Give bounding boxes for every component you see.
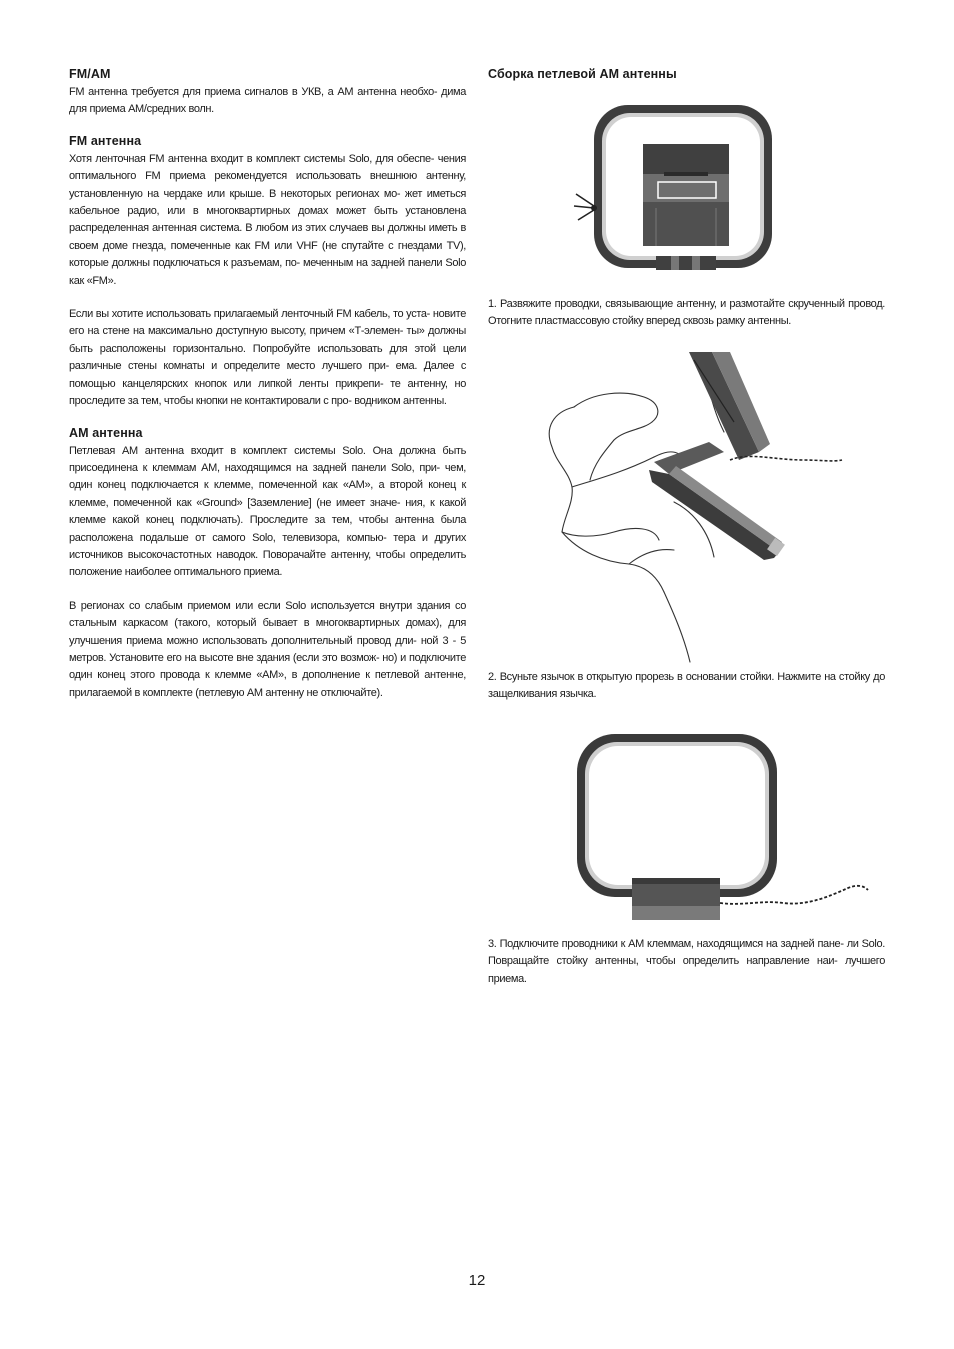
heading-fm-antenna: FM антенна	[69, 133, 142, 148]
left-column	[69, 66, 466, 702]
figure-loop-antenna-assembled	[568, 728, 873, 926]
paragraph-fm-antenna-1: Хотя ленточная FM антенна входит в комплект системы Solo, для обеспе- чения оптимального FM приема рекомендуется использовать внешнюю антенну, установленную на чердаке или крыше. В некоторых регионах мо- жет иметься кабельное радио, или в многоквартирных домах может быть установлена распределенная антенная система. В любом из этих случаев вы должны иметь в своем доме гнезда, помеченные как FM или VHF (не спутайте с гнездами TV), которые должны подключаться к разъемам, по- меченным на задней панели Solo как «FM».	[69, 152, 466, 287]
step-1-text: 1. Развяжите проводки, связывающие антенну, и размотайте скрученный провод. Отогните пластмассовую стойку вперед сквозь рамку антенны.	[488, 298, 885, 328]
figure-hand-inserting-stand	[534, 352, 844, 664]
step-3-text: 3. Подключите проводники к АМ клеммам, находящимся на задней пане- ли Solo. Повращайте стойку антенны, чтобы определить направление наи- лучшего приема.	[488, 938, 885, 985]
step-2-text: 2. Всуньте язычок в открытую прорезь в основании стойки. Нажмите на стойку до защелкивания язычка.	[488, 671, 885, 701]
paragraph-fm-antenna-2: Если вы хотите использовать прилагаемый ленточный FM кабель, то уста- новите его на стене на максимально доступную высоту, причем «Т-элемен- ты» должны быть расположены горизонтально. Попробуйте использовать для этой цели различные стены комнаты и определите место лучшего при- ема. Далее с помощью канцелярских кнопок или липкой ленты прикрепи- те антенну, но проследите за тем, чтобы кнопки не контактировали с про- водником антенны.	[69, 308, 466, 408]
heading-loop-antenna: Сборка петлевой АМ антенны	[488, 67, 677, 81]
paragraph-fm-am: FM антенна требуется для приема сигналов в УКВ, а АМ антенна необхо- дима для приема АМ/средних волн.	[69, 86, 466, 116]
figure-loop-antenna-folded	[568, 96, 788, 281]
heading-am-antenna: АМ антенна	[69, 425, 143, 440]
paragraph-am-antenna-1: Петлевая АМ антенна входит в комплект системы Solo. Она должна быть присоединена к клеммам АМ, находящимся на задней панели Solo, при- чем, один конец подключается к клемме, помеченной как «АМ», а второй конец к клемме, помеченной как «Ground» [Заземление] (не имеет значе- ния, к какой клемме какой конец подключать). Проследите за тем, чтобы антенна была расположена подальше от самого Solo, телевизора, компью- тера и других источников высокочастотных наводок. Поворачайте антенну, чтобы определить положение наиболее оптимального приема.	[69, 444, 466, 579]
paragraph-am-antenna-2: В регионах со слабым приемом или если Solo используется внутри здания со стальным каркасом (такого, который бывает в многоквартирных домах), для улучшения приема можно использовать дополнительный провод дли- ной 3 - 5 метров. Установите его на высоте вне здания (если это возмож- но) и подключите один конец этого провода к клемме «АМ», в дополнение к петлевой антенне, прилагаемой в комплекте (петлевую АМ антенну не отключайте).	[69, 599, 466, 699]
page-number: 12	[468, 1272, 486, 1289]
heading-fm-am: FM/AM	[69, 67, 111, 81]
